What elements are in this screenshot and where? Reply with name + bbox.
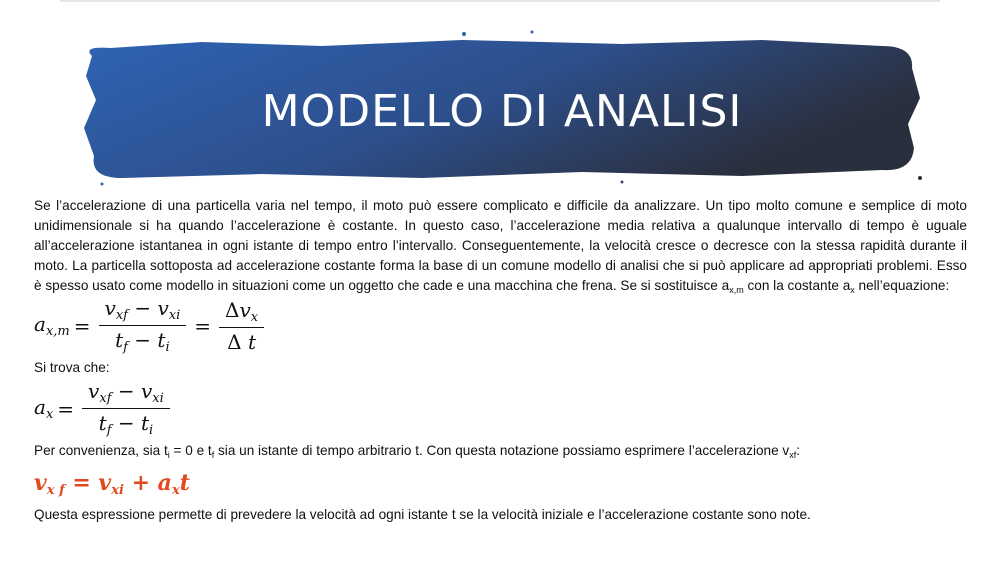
subscript: xf <box>789 450 797 460</box>
paragraph-text: con la costante a <box>743 278 851 293</box>
subscript: i <box>167 450 170 460</box>
equation-constant-acceleration: $a_x$ = $\frac{v_{xf} - v_{xi}}{t_f - t_i}$ <box>34 379 174 438</box>
page-title: MODELLO DI ANALISI <box>261 86 743 137</box>
subscript: x <box>850 285 855 295</box>
label-si-trova: Si trova che: <box>34 360 110 375</box>
paragraph-text: nell’equazione: <box>854 278 950 293</box>
text: Per convenienza, sia t <box>34 443 168 458</box>
paragraph-text: Se l’accelerazione di una particella varia nel tempo, il moto può essere complicato e difficile da analizzare. Un tipo molto comune e semplice di moto unidimensionale si ha quando l’accelerazione è costante. In questo caso, l’accelerazione media relativa a qualunque intervallo di tempo è uguale all’accelerazione istantanea in ogni istante di tempo entro l’intervallo. Conseguentemente, la velocità cresce o decresce con la stessa rapidità durante il moto. La particella sottoposta ad accelerazione costante forma la base di un comune modello di analisi che si può applicare ad appropriati problemi. Esso è spesso usato come modello in situazioni come un oggetto che cade e una macchina che frena. Se si sostituisce a <box>34 198 967 293</box>
text: sia un istante di tempo arbitrario t. Con questa notazione possiamo esprimere l’accelerazione v <box>214 443 790 458</box>
intro-paragraph <box>34 196 967 300</box>
convention-text <box>34 443 800 460</box>
title-banner <box>62 28 942 188</box>
closing-text: Questa espressione permette di prevedere la velocità ad ogni istante t se la velocità iniziale e l’accelerazione costante sono note. <box>34 507 811 522</box>
equation-average-acceleration: $a_{x,m}$ = $\frac{v_{xf} - v_{xi}}{t_f - t_i}$ = $\frac{\Delta v_x}{\text{Δ t}}$ <box>34 296 268 355</box>
subscript: f <box>211 450 215 460</box>
text: = 0 e t <box>169 443 212 458</box>
top-rule <box>60 0 940 2</box>
text: : <box>796 443 801 458</box>
equation-velocity-result: vx f = vxi + axt <box>34 470 190 498</box>
subscript: x,m <box>729 285 744 295</box>
